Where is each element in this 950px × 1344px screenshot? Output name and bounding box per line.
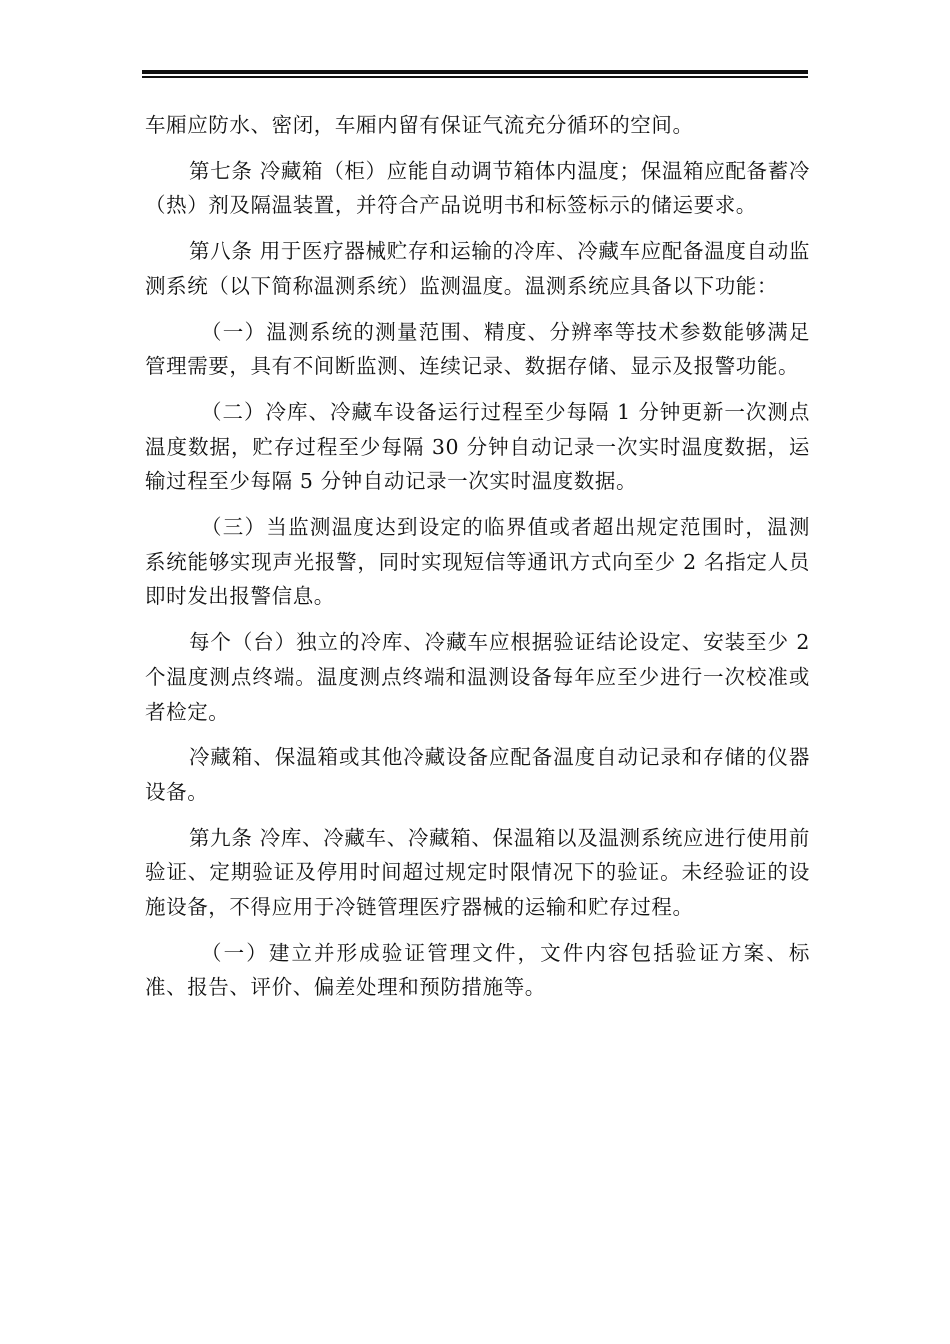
paragraph-continued: 车厢应防水、密闭，车厢内留有保证气流充分循环的空间。	[145, 113, 694, 137]
paragraph-article-9: 第九条 冷库、冷藏车、冷藏箱、保温箱以及温测系统应进行使用前验证、定期验证及停用时间超过规定时限情况下的验证。未经验证的设施设备，不得应用于冷链管理医疗器械的运输和贮存过程。	[145, 825, 810, 920]
document-body	[145, 108, 810, 1016]
paragraph-cold-boxes: 冷藏箱、保温箱或其他冷藏设备应配备温度自动记录和存储的仪器设备。	[145, 745, 810, 804]
paragraph-item-1: （一）温测系统的测量范围、精度、分辨率等技术参数能够满足管理需要，具有不间断监测、连续记录、数据存储、显示及报警功能。	[145, 319, 810, 379]
paragraph-validation-item-1: （一）建立并形成验证管理文件，文件内容包括验证方案、标准、报告、评价、偏差处理和预防措施等。	[145, 940, 810, 1000]
paragraph-article-8: 第八条 用于医疗器械贮存和运输的冷库、冷藏车应配备温度自动监测系统（以下简称温测系统）监测温度。温测系统应具备以下功能：	[145, 239, 810, 298]
paragraph-item-2: （二）冷库、冷藏车设备运行过程至少每隔 1 分钟更新一次测点温度数据，贮存过程至少每隔 30 分钟自动记录一次实时温度数据，运输过程至少每隔 5 分钟自动记录一次实时温度数据。	[145, 399, 810, 494]
header-rule-thick	[142, 70, 808, 74]
paragraph-item-3: （三）当监测温度达到设定的临界值或者超出规定范围时，温测系统能够实现声光报警，同时实现短信等通讯方式向至少 2 名指定人员即时发出报警信息。	[145, 515, 810, 609]
paragraph-article-7: 第七条 冷藏箱（柜）应能自动调节箱体内温度；保温箱应配备蓄冷（热）剂及隔温装置，并符合产品说明书和标签标示的储运要求。	[145, 158, 810, 218]
paragraph-measuring-points: 每个（台）独立的冷库、冷藏车应根据验证结论设定、安装至少 2 个温度测点终端。温度测点终端和温测设备每年应至少进行一次校准或者检定。	[145, 630, 810, 724]
header-rule-thin	[142, 76, 808, 78]
